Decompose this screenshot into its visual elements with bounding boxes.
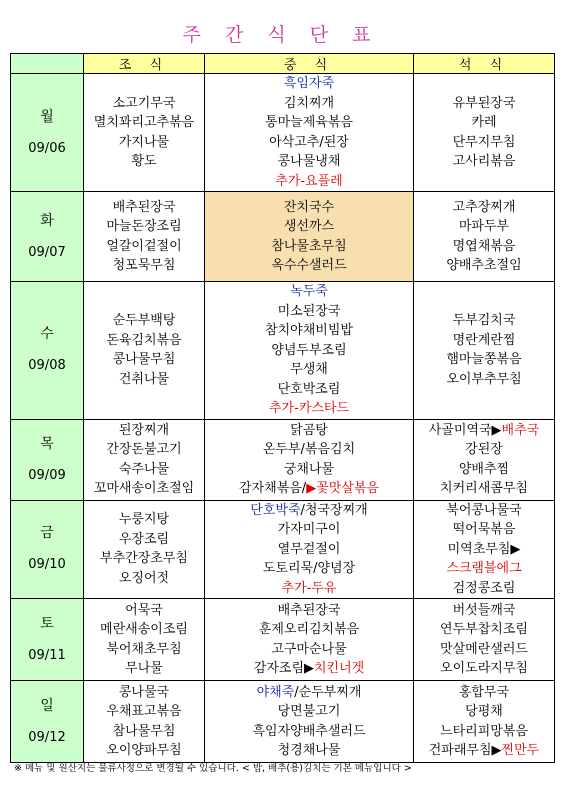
menu-item-part: 야채죽 xyxy=(256,684,295,700)
day-row xyxy=(11,681,555,763)
menu-item: 돈육김치볶음 xyxy=(106,332,182,348)
menu-item: 북어채초무침 xyxy=(106,641,182,657)
menu-item: 닭곰탕 xyxy=(290,422,328,438)
menu-item: 추가-카스타드 xyxy=(268,401,350,416)
day-date: 09/08 xyxy=(28,358,66,374)
menu-item: 느타리피망볶음 xyxy=(440,723,528,739)
menu-item: 누룽지탕 xyxy=(118,512,170,528)
menu-item: 홍합무국 xyxy=(458,684,510,700)
menu-item: 참나물초무침 xyxy=(271,238,347,254)
menu-item: 가지나물 xyxy=(118,134,170,150)
menu-item xyxy=(414,421,554,441)
day-name: 화 xyxy=(40,212,54,229)
menu-item-part: 배추국 xyxy=(501,422,540,438)
lunch-cell xyxy=(205,681,414,763)
menu-item: 맛살메란샐러드 xyxy=(440,641,528,657)
day-date: 09/10 xyxy=(28,557,66,573)
header-row xyxy=(11,54,555,74)
menu-item: 청경채나물 xyxy=(277,743,341,758)
menu-item-part: 단호박죽 xyxy=(250,502,301,518)
menu-item: 얼갈이겉절이 xyxy=(106,238,182,254)
breakfast-cell xyxy=(84,282,205,420)
menu-item: 오이부추무침 xyxy=(446,371,522,387)
dinner-cell xyxy=(414,681,555,763)
corner-header xyxy=(11,54,84,74)
menu-item: 유부된장국 xyxy=(452,95,516,111)
day-name: 금 xyxy=(40,525,54,542)
menu-item: 무생채 xyxy=(290,362,328,377)
breakfast-cell xyxy=(84,192,205,282)
menu-item: 메란새송이조림 xyxy=(100,622,188,637)
breakfast-cell xyxy=(84,500,205,599)
menu-item: 양념두부조림 xyxy=(271,342,347,358)
menu-item: 부추간장초무침 xyxy=(100,551,188,567)
lunch-cell xyxy=(205,282,414,420)
menu-item: 검정콩조림 xyxy=(452,580,516,596)
menu-item: 두부김치국 xyxy=(452,313,516,329)
day-cell xyxy=(11,282,84,420)
menu-item-part: 사골미역국▶ xyxy=(428,422,502,438)
menu-item: 명란계란찜 xyxy=(452,332,516,348)
menu-item: 양배추초절임 xyxy=(446,258,522,273)
day-row xyxy=(11,282,555,420)
lunch-header: 중 식 xyxy=(205,54,414,74)
day-name: 목 xyxy=(40,435,54,452)
dinner-cell xyxy=(414,419,555,500)
menu-item-part: 건파래무침▶ xyxy=(428,743,502,758)
dinner-cell xyxy=(414,282,555,420)
menu-item-part: /청국장찌개 xyxy=(300,502,368,518)
menu-item-part: 치킨너겟 xyxy=(314,661,365,676)
menu-item: 어묵국 xyxy=(125,602,163,618)
day-date: 09/09 xyxy=(28,467,66,483)
menu-item: 추가-요플레 xyxy=(275,173,343,189)
day-cell xyxy=(11,192,84,282)
menu-item: 콩나물무침 xyxy=(112,352,176,368)
menu-item: 고구마순나물 xyxy=(271,641,347,657)
menu-item xyxy=(205,501,413,521)
menu-item-part: ▶꽃맛살볶음 xyxy=(306,481,379,496)
menu-item: 미소된장국 xyxy=(277,303,341,319)
lunch-cell xyxy=(205,192,414,282)
menu-item: 떡어묵볶음 xyxy=(452,522,516,537)
day-date: 09/07 xyxy=(28,244,66,260)
menu-item: 소고기무국 xyxy=(112,95,176,111)
menu-item: 고추장찌개 xyxy=(452,199,516,215)
menu-item: 오징어젓 xyxy=(118,570,170,586)
breakfast-header: 조 식 xyxy=(84,54,205,74)
menu-item: 잔치국수 xyxy=(283,199,335,215)
menu-item: 오이양파무침 xyxy=(106,743,182,758)
menu-item: 강된장 xyxy=(465,442,503,457)
menu-item: 흑임자양배추샐러드 xyxy=(252,723,366,739)
lunch-cell xyxy=(205,419,414,500)
day-name: 일 xyxy=(40,697,54,714)
dinner-cell xyxy=(414,192,555,282)
menu-item: 청포묵무침 xyxy=(112,258,176,273)
menu-item: 도토리묵/양념장 xyxy=(262,561,356,576)
day-date: 09/11 xyxy=(28,647,66,663)
day-date: 09/06 xyxy=(28,140,66,156)
day-name: 수 xyxy=(40,326,54,343)
menu-item: 참치야채비빔밥 xyxy=(265,323,353,338)
menu-item: 햄마늘쫑볶음 xyxy=(446,352,522,368)
menu-item: 꼬마새송이초절임 xyxy=(93,481,195,496)
page-title: 주 간 식 단 표 xyxy=(182,24,380,46)
day-cell xyxy=(11,599,84,681)
day-cell xyxy=(11,681,84,763)
menu-item: 옥수수샐러드 xyxy=(271,258,347,273)
menu-item: 미역초무침▶ xyxy=(447,541,521,557)
menu-item xyxy=(205,659,413,679)
menu-item: 배추된장국 xyxy=(112,199,176,215)
menu-item: 스크램블에그 xyxy=(446,561,522,576)
day-row xyxy=(11,192,555,282)
dinner-cell xyxy=(414,599,555,681)
day-cell xyxy=(11,419,84,500)
day-row xyxy=(11,599,555,681)
day-cell xyxy=(11,500,84,599)
menu-item: 치커리새콤무침 xyxy=(440,481,528,496)
day-name: 월 xyxy=(40,108,54,125)
menu-item-part: 찐만두 xyxy=(501,743,540,758)
menu-item: 마파두부 xyxy=(458,219,510,234)
menu-item: 참나물무침 xyxy=(112,723,176,739)
menu-item: 김치찌개 xyxy=(283,95,335,111)
menu-item: 북어콩나물국 xyxy=(446,502,522,518)
menu-item: 콩나물냉채 xyxy=(277,154,341,169)
menu-item xyxy=(414,741,554,761)
menu-item: 열무겉절이 xyxy=(277,541,341,557)
menu-item: 간장돈불고기 xyxy=(106,442,182,457)
day-date: 09/12 xyxy=(28,729,66,745)
menu-item: 가자미구이 xyxy=(277,522,341,537)
breakfast-cell xyxy=(84,599,205,681)
day-row xyxy=(11,419,555,500)
menu-item xyxy=(205,479,413,499)
menu-item: 단무지무침 xyxy=(452,134,516,150)
day-name: 토 xyxy=(40,615,54,632)
menu-item: 명엽채볶음 xyxy=(452,238,516,254)
dinner-header: 석 식 xyxy=(414,54,555,74)
menu-item: 통마늘제육볶음 xyxy=(265,115,353,130)
menu-item-part: 감자조림▶ xyxy=(253,661,314,676)
menu-item: 당면불고기 xyxy=(277,704,341,719)
menu-item: 당평채 xyxy=(465,704,503,719)
menu-item xyxy=(205,683,413,703)
day-row xyxy=(11,74,555,192)
menu-item: 흑임자죽 xyxy=(283,76,335,91)
menu-item: 멸치꽈리고추볶음 xyxy=(93,115,195,130)
menu-item: 연두부찹치조림 xyxy=(440,622,528,637)
footer-note: ※ 메뉴 및 원산지는 물류사정으로 변경될 수 있습니다. < 밥, 배추(용)김치는 기본 메뉴입니다 > xyxy=(14,763,412,774)
menu-item: 녹두죽 xyxy=(290,284,328,299)
menu-item: 버섯들깨국 xyxy=(452,602,516,618)
menu-item-part: 감자채볶음/ xyxy=(239,481,307,496)
menu-item: 무나물 xyxy=(125,661,163,676)
menu-item: 황도 xyxy=(131,154,157,169)
lunch-cell xyxy=(205,74,414,192)
menu-item: 숙주나물 xyxy=(118,461,170,477)
menu-item: 우채표고볶음 xyxy=(106,704,182,719)
menu-item: 된장찌개 xyxy=(118,422,170,438)
breakfast-cell xyxy=(84,681,205,763)
menu-item: 마늘돈장조림 xyxy=(106,219,182,234)
lunch-cell xyxy=(205,500,414,599)
weekly-menu-table xyxy=(10,53,555,763)
menu-item: 건취나물 xyxy=(118,371,170,387)
menu-item: 생선까스 xyxy=(283,219,335,234)
menu-item: 오이도라지무침 xyxy=(440,661,528,676)
menu-item-part: /순두부찌개 xyxy=(294,684,362,700)
menu-item: 고사리볶음 xyxy=(452,154,516,169)
dinner-cell xyxy=(414,74,555,192)
breakfast-cell xyxy=(84,74,205,192)
menu-item: 훈제오리김치볶음 xyxy=(258,622,360,637)
menu-item: 우장조림 xyxy=(118,531,170,547)
menu-item: 온두부/볶음김치 xyxy=(262,442,356,457)
menu-item: 순두부백탕 xyxy=(112,313,176,329)
menu-item: 콩나물국 xyxy=(118,684,170,700)
menu-item: 궁채나물 xyxy=(283,461,335,477)
menu-item: 카레 xyxy=(471,115,497,130)
lunch-cell xyxy=(205,599,414,681)
menu-item: 배추된장국 xyxy=(277,602,341,618)
menu-item: 단호박조림 xyxy=(277,381,341,397)
day-row xyxy=(11,500,555,599)
menu-item: 양배추찜 xyxy=(458,461,510,477)
breakfast-cell xyxy=(84,419,205,500)
dinner-cell xyxy=(414,500,555,599)
day-cell xyxy=(11,74,84,192)
menu-item: 추가-두유 xyxy=(281,580,337,596)
menu-item: 아삭고추/된장 xyxy=(269,134,349,150)
